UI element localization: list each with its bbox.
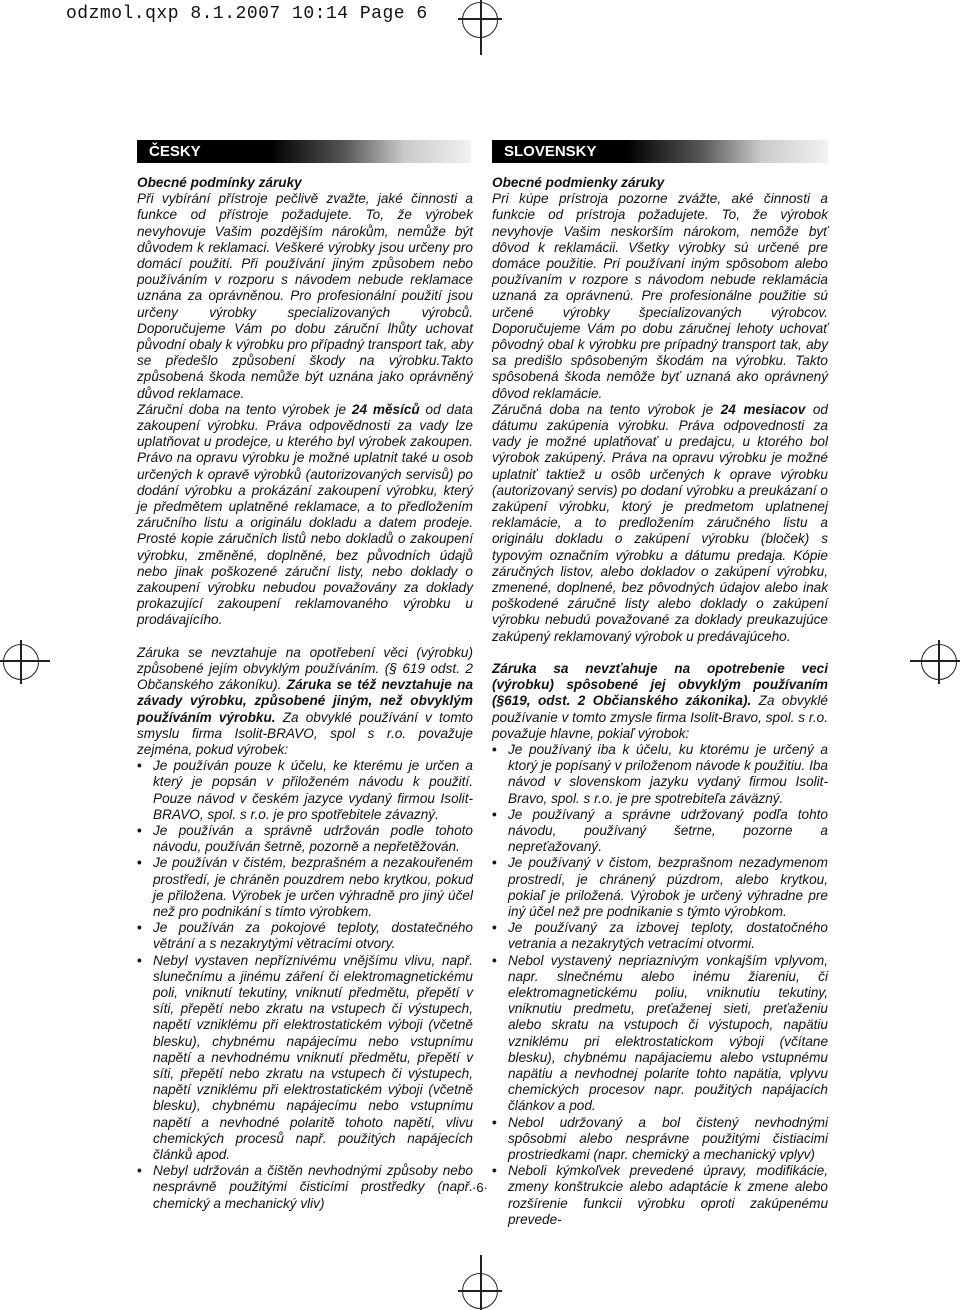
czech-paragraph-3: Záruka se nevztahuje na opotřebení věci (výrobku) způsobené jejím obvyklým používáním. (§ 619 odst. 2 Občanského zákoníku). Záruka se též nevztahuje na závady výrobku, způsobené jiným, než obvyklým používáním výrobku. Za obvyklé používání v tomto smyslu firma Isolit-BRAVO, spol s r.o. považuje zejména, pokud výrobek: xyxy=(137,644,473,757)
list-item: • Nebyl vystaven nepříznivému vnějšímu vlivu, např. slunečnímu a jinému záření či elektromagnetickému poli, vniknutí tekutiny, vniknutí předmětu, přepětí v síti, přepětí nebo zkratu na vstupech či výstupech, napětí vzniklému při elektrostatickém výboji (včetně blesku), chybnému napájecímu nebo vstupnímu napětí a nevhodnému vniknutí předmětu, přepětí v síti, přepětí nebo zkratu na vstupech či výstupech, napětí vzniklému při elektrostatickém výboji (včetně blesku), chybnému napájecímu nebo vstupnímu napětí a nevhodné polaritě tohoto napětí, vlivu chemických procesů např. použitých napájecích článků apod. xyxy=(137,953,473,1164)
slovak-paragraph-1: Pri kúpe prístroja pozorne zvážte, aké činnosti a funkcie od prístroja požadujete. To, že výrobok nevyhovje Vašim neskorším nárokom, nemôže byť dôvod k reklamácii. Všetky výrobky sú určené pre domáce použitie. Pri používaní iným spôsobom alebo používaním v rozpore s návodom nebude reklamácia uznaná za oprávnenú. Pre profesionálne použitie sú určené výrobky špecializovaných výrobcov. Doporučujeme Vám po dobu záručnej lehoty uchovať pôvodný obal k výrobku pre prípadný transport tak, aby sa predišlo spôsobeným škodám na výrobku. Takto spôsobená škoda nemôže byť uznaná ako oprávnený dôvod reklamácie. xyxy=(492,191,828,401)
czech-heading: Obecné podmínky záruky xyxy=(137,175,302,190)
czech-column xyxy=(137,175,473,1212)
czech-paragraph-2: Záruční doba na tento výrobek je 24 měsíců od data zakoupení výrobku. Práva odpovědnosti za vady lze uplatňovat u prodejce, u kterého byl výrobek zakoupen. Právo na opravu výrobku je možné uplatnit také u osob určených k opravě výrobků (autorizovaných servisů) po dodání výrobku a prokázání zakoupení výrobku, který je předmětem uplatněné reklamace, a to předložením záručního listu a originálu dokladu a datem prodeje. Prosté kopie záručních listů nebo dokladů o zakoupení výrobku, změněné, doplněné, bez původních údajů nebo jinak poškozené záruční listy, nebo doklady o zakoupení výrobku nebudou považovány za doklady prokazující zakoupení reklamovaného výrobku u prodávajícího. xyxy=(137,401,473,628)
list-item: • Neboli kýmkoľvek prevedené úpravy, modifikácie, zmeny konštrukcie alebo adaptácie k zmene alebo rozšírenie funkcii výrobku oproti zakúpenému prevede- xyxy=(492,1163,828,1228)
list-item: • Je používaný za izbovej teploty, dostatočného vetrania a nezakrytých vetracími otvormi. xyxy=(492,920,828,952)
slovak-paragraph-2: Záručná doba na tento výrobok je 24 mesiacov od dátumu zakúpenia výrobku. Práva odpovednosti za vady je možné uplatňovať u predajcu, u ktorého bol výrobok zakúpený. Práva na opravu výrobku je možné uplatniť taktiež u osôb určených k oprave výrobku (autorizovaný servis) po dodaní výrobku a preukázaní o zakúpení výrobku, ktorý je predmetom uplatnenej reklamácie, a to predložením záručného listu a originálu dokladu o zakúpení výrobku (bloček) s typovým označním výrobku a dátumu predaja. Kópie záručných listov, alebo dokladov o zakúpení výrobku, zmenené, doplnené, bez pôvodných údajov alebo inak poškodené záručné listy alebo doklady o zakúpení výrobku nebudú považované za doklady preukazujúce zakúpený reklamovaný výrobok u predávajúceho. xyxy=(492,401,828,644)
list-item: • Nebol vystavený nepriaznivým vonkajším vplyvom, napr. slnečnému alebo inému žiareniu, či elektromagnetickému poliu, vniknutiu tekutiny, vniknutiu predmetu, preťaženej sieti, preťaženiu alebo skratu na vstupoch či výstupoch, napätiu vzniklému pri elektrostatickom výboji (včítane blesku), chybnému napájaciemu alebo vstupnému napätiu a nevhodnej polarite tohto napätia, vplyvu chemických procesov napr. použitých napájacích článkov a pod. xyxy=(492,953,828,1115)
list-item: • Je používán za pokojové teploty, dostatečného větrání a s nezakrytými větracími otvory. xyxy=(137,920,473,952)
czech-bullet-list xyxy=(137,758,473,1212)
list-item: • Je používaný a správne udržovaný podľa tohto návodu, používaný šetrne, pozorne a nepreťažovaný. xyxy=(492,807,828,856)
page-number: ·6· xyxy=(472,1180,488,1195)
slovak-column xyxy=(492,175,828,1228)
list-item: • Nebol udržovaný a bol čistený nevhodnými spôsobmi alebo nesprávne použitými čistiacimi prostriedkami (napr. chemický a mechanický vplyv) xyxy=(492,1115,828,1164)
slovak-section-header: SLOVENSKY xyxy=(492,140,828,163)
czech-paragraph-1: Při vybírání přístroje pečlivě zvažte, jaké činnosti a funkce od přístroje požadujete. To, že výrobek nevyhovuje Vašim pozdějším nárokům, nemůže být důvodem k reklamaci. Veškeré výrobky jsou určeny pro domácí použití. Při používání jiným způsobem nebo používáním v rozporu s návodem nebude reklamace uznána za oprávněnou. Pro profesionální použití jsou určeny výrobky specializovaných výrobců. Doporučujeme Vám po dobu záruční lhůty uchovat původní obaly k výrobku pro případný transport tak, aby se předešlo způsobení škody na výrobku.Takto způsobená škoda nemůže být uznána jako oprávněný důvod reklamace. xyxy=(137,191,473,401)
slovak-bullet-list xyxy=(492,742,828,1228)
slovak-heading: Obecné podmienky záruky xyxy=(492,175,665,190)
list-item: • Je používaný v čistom, bezprašnom nezadymenom prostredí, je chránený púzdrom, alebo krytkou, pokiaľ je priložená. Výrobok je určený výhradne pre iný účel než pre podnikanie s týmto výrobkom. xyxy=(492,855,828,920)
list-item: • Je používán a správně udržován podle tohoto návodu, používán šetrně, pozorně a nepřetěžován. xyxy=(137,823,473,855)
list-item: • Je používán pouze k účelu, ke kterému je určen a který je popsán v přiloženém návodu k použití. Pouze návod v českém jazyce vydaný firmou Isolit-BRAVO, spol. s r.o. je pro spotřebitele závazný. xyxy=(137,758,473,823)
czech-section-header: ČESKY xyxy=(137,140,471,163)
print-slug-line: odzmol.qxp 8.1.2007 10:14 Page 6 xyxy=(66,4,428,24)
list-item: • Nebyl udržován a čištěn nevhodnými způsoby nebo nesprávně použitými čisticími prostředky (např. chemický a mechanický vliv) xyxy=(137,1163,473,1212)
slovak-paragraph-3: Záruka sa nevzťahuje na opotrebenie veci (výrobku) spôsobené jej obvyklým používaním (§619, odst. 2 Občianského zákonika). Za obvyklé používanie v tomto zmysle firma Isolit-Bravo, spol. s r.o. považuje hlavne, pokiaľ výrobok: xyxy=(492,660,828,741)
list-item: • Je používán v čistém, bezprašném a nezakouřeném prostředí, je chráněn pouzdrem nebo krytkou, pokud je přiložena. Výrobek je určen výhradně pro jiný účel než pro podnikání s tímto výrobkem. xyxy=(137,855,473,920)
list-item: • Je používaný iba k účelu, ku ktorému je určený a ktorý je popísaný v priloženom návode k použitiu. Iba návod v slovenskom jazyku vydaný firmou Isolit-Bravo, spol. s r.o. je pre spotrebiteľa záväzný. xyxy=(492,742,828,807)
